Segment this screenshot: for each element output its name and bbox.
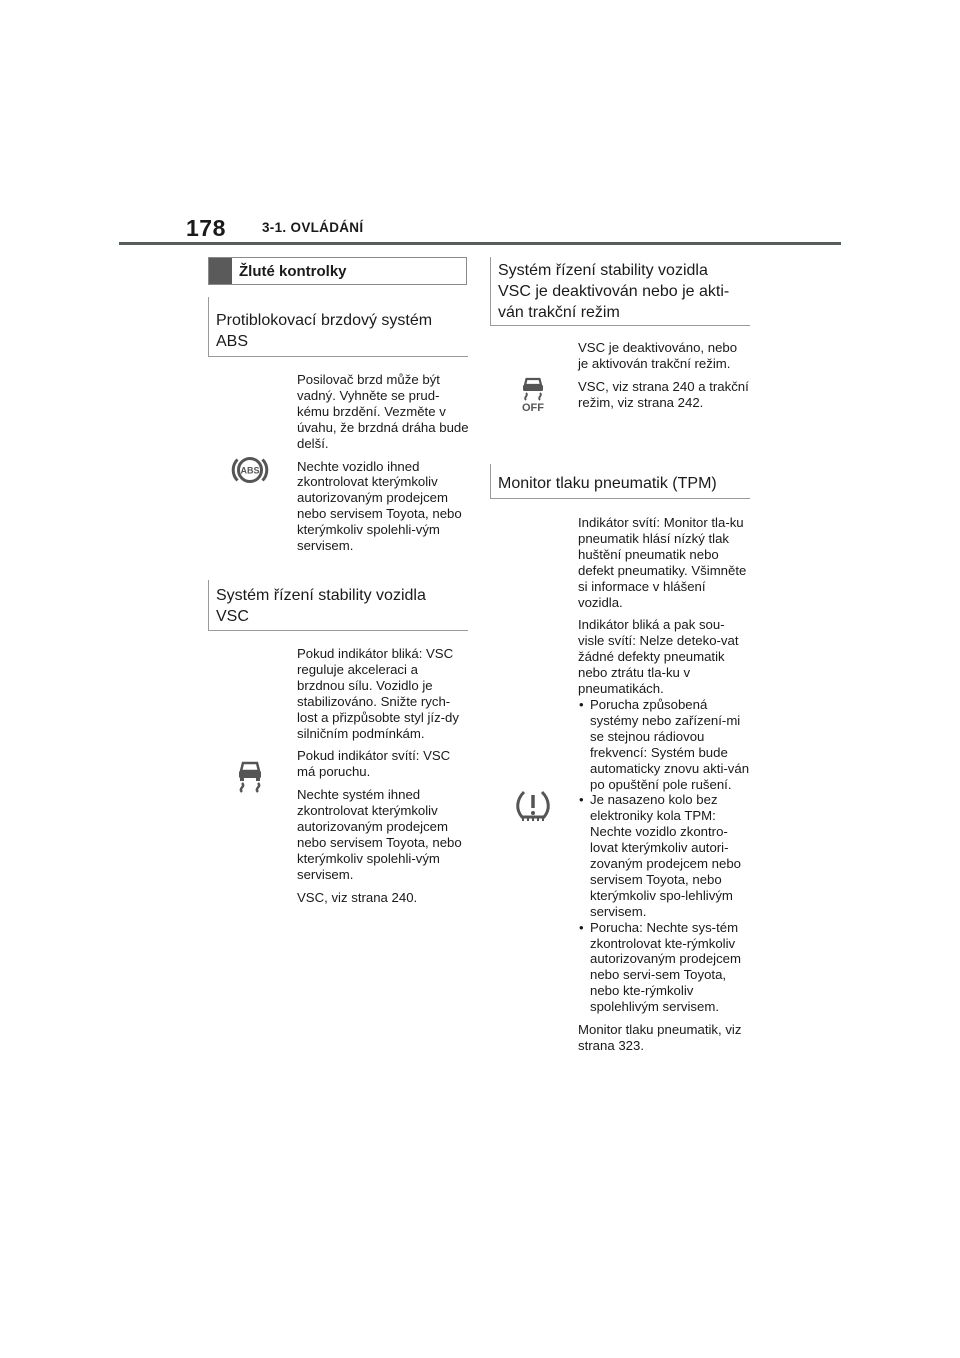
vsc-off-heading-text: Systém řízení stability vozidla VSC je deaktivován nebo je akti-ván trakční režim (498, 262, 730, 321)
abs-warning-icon (231, 451, 269, 489)
heading-marker (209, 258, 232, 284)
list-item: • Je nasazeno kolo bez elektroniky kola TPM: Nechte vozidlo zkontro-lovat kterýmkoliv autori-zovaným prodejcem nebo servisem Toyota, nebo kterýmkoliv spo-lehlivým servisem. (578, 792, 750, 919)
abs-heading-text: Protiblokovací brzdový systém ABS (216, 312, 433, 350)
tpm-heading-text: Monitor tlaku pneumatik (TPM) (498, 475, 717, 492)
tpm-bullet-list (578, 697, 750, 1015)
abs-description (297, 372, 469, 561)
tpm-paragraph: Indikátor svítí: Monitor tla-ku pneumatik hlásí nízký tlak huštění pneumatik nebo defekt pneumatiky. Všimněte si informace v hlášení vozidla. (578, 515, 747, 610)
vsc-skid-icon (231, 757, 269, 795)
vsc-off-paragraph: VSC je deaktivováno, nebo je aktivován trakční režim. (578, 340, 738, 371)
section-title: Žluté kontrolky (239, 263, 347, 280)
svg-text:OFF: OFF (522, 402, 544, 413)
abs-heading (208, 297, 468, 357)
vsc-heading (208, 580, 468, 631)
tpm-heading (490, 464, 750, 499)
tpm-description (578, 515, 750, 1061)
vsc-off-description (578, 340, 750, 418)
vsc-paragraph: Pokud indikátor svítí: VSC má poruchu. (297, 748, 451, 780)
vsc-description (297, 646, 469, 913)
abs-paragraph: Nechte vozidlo ihned zkontrolovat kterýmkoliv autorizovaným prodejcem nebo servisem Toyota, nebo kterýmkoliv spolehli-vým servisem. (297, 458, 462, 554)
tpm-paragraph: Monitor tlaku pneumatik, viz strana 323. (578, 1022, 742, 1053)
vsc-off-heading (490, 257, 750, 326)
vsc-paragraph: VSC, viz strana 240. (297, 889, 418, 905)
list-item: • Porucha: Nechte sys-tém zkontrolovat kte-rýmkoliv autorizovaným prodejcem nebo servi-sem Toyota, nebo kte-rýmkoliv spolehlivým servisem. (578, 920, 750, 1015)
section-heading-yellow-lights (208, 257, 467, 285)
svg-text:ABS: ABS (240, 465, 260, 476)
page-number: 178 (186, 215, 226, 241)
list-item: • Porucha způsobená systémy nebo zařízení-mi se stejnou rádiovou frekvencí: Systém bude automaticky znovu akti-ván po opuštění pole rušení. (578, 697, 750, 792)
vsc-off-paragraph: VSC, viz strana 240 a trakční režim, viz strana 242. (578, 378, 749, 410)
abs-paragraph: Posilovač brzd může být vadný. Vyhněte se prud-kému brzdění. Vezměte v úvahu, že brzdná dráha bude delší. (297, 372, 469, 451)
tire-pressure-icon (514, 787, 552, 825)
tpm-paragraph: Indikátor bliká a pak sou-visle svítí: Nelze deteko-vat žádné defekty pneumatik nebo ztrátu tla-ku v pneumatikách. (578, 617, 739, 697)
vsc-off-icon (514, 375, 552, 413)
header-divider (119, 242, 841, 245)
chapter-title: 3-1. OVLÁDÁNÍ (262, 220, 364, 235)
vsc-paragraph: Nechte systém ihned zkontrolovat kterýmkoliv autorizovaným prodejcem nebo servisem Toyota, nebo kterýmkoliv spolehli-vým servisem. (297, 787, 462, 882)
vsc-heading-text: Systém řízení stability vozidla VSC (216, 587, 426, 625)
vsc-paragraph: Pokud indikátor bliká: VSC reguluje akceleraci a brzdnou sílu. Vozidlo je stabilizováno. Snižte rych-lost a přizpůsobte styl jíz-dy silničním podmínkám. (297, 646, 459, 741)
